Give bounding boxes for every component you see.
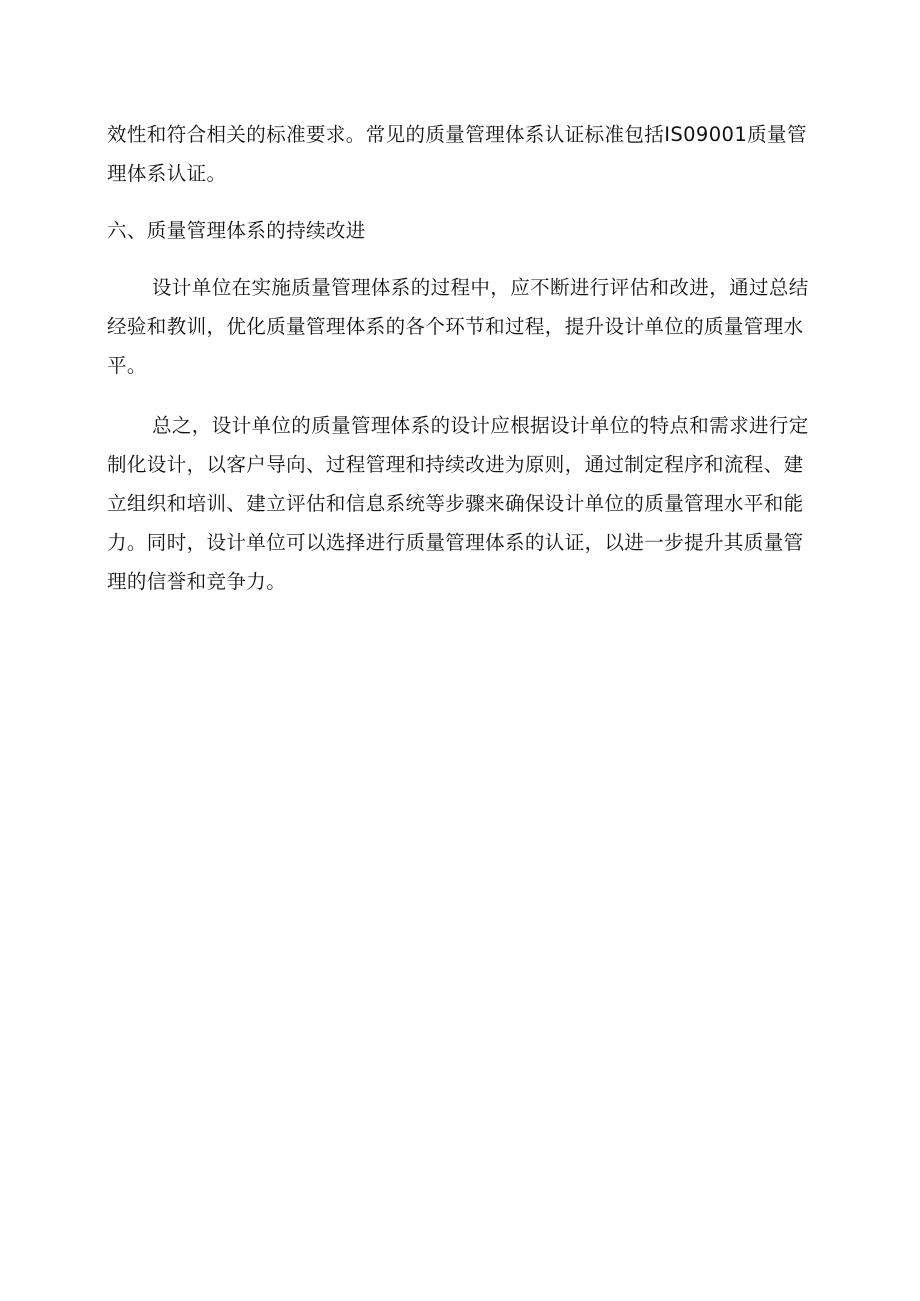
paragraph-certification-continued: 效性和符合相关的标准要求。常见的质量管理体系认证标准包括IS09001质量管理体系认证。 [107, 123, 807, 185]
section-heading-continuous-improvement: 六、质量管理体系的持续改进 [107, 219, 366, 242]
paragraph-summary: 总之，设计单位的质量管理体系的设计应根据设计单位的特点和需求进行定制化设计，以客户导向、过程管理和持续改进为原则，通过制定程序和流程、建立组织和培训、建立评估和信息系统等步骤来确保设计单位的质量管理水平和能力。同时，设计单位可以选择进行质量管理体系的认证，以进一步提升其质量管理的信誉和竞争力。 [107, 414, 809, 593]
paragraph-continuous-improvement: 设计单位在实施质量管理体系的过程中，应不断进行评估和改进，通过总结经验和教训，优化质量管理体系的各个环节和过程，提升设计单位的质量管理水平。 [107, 276, 809, 377]
